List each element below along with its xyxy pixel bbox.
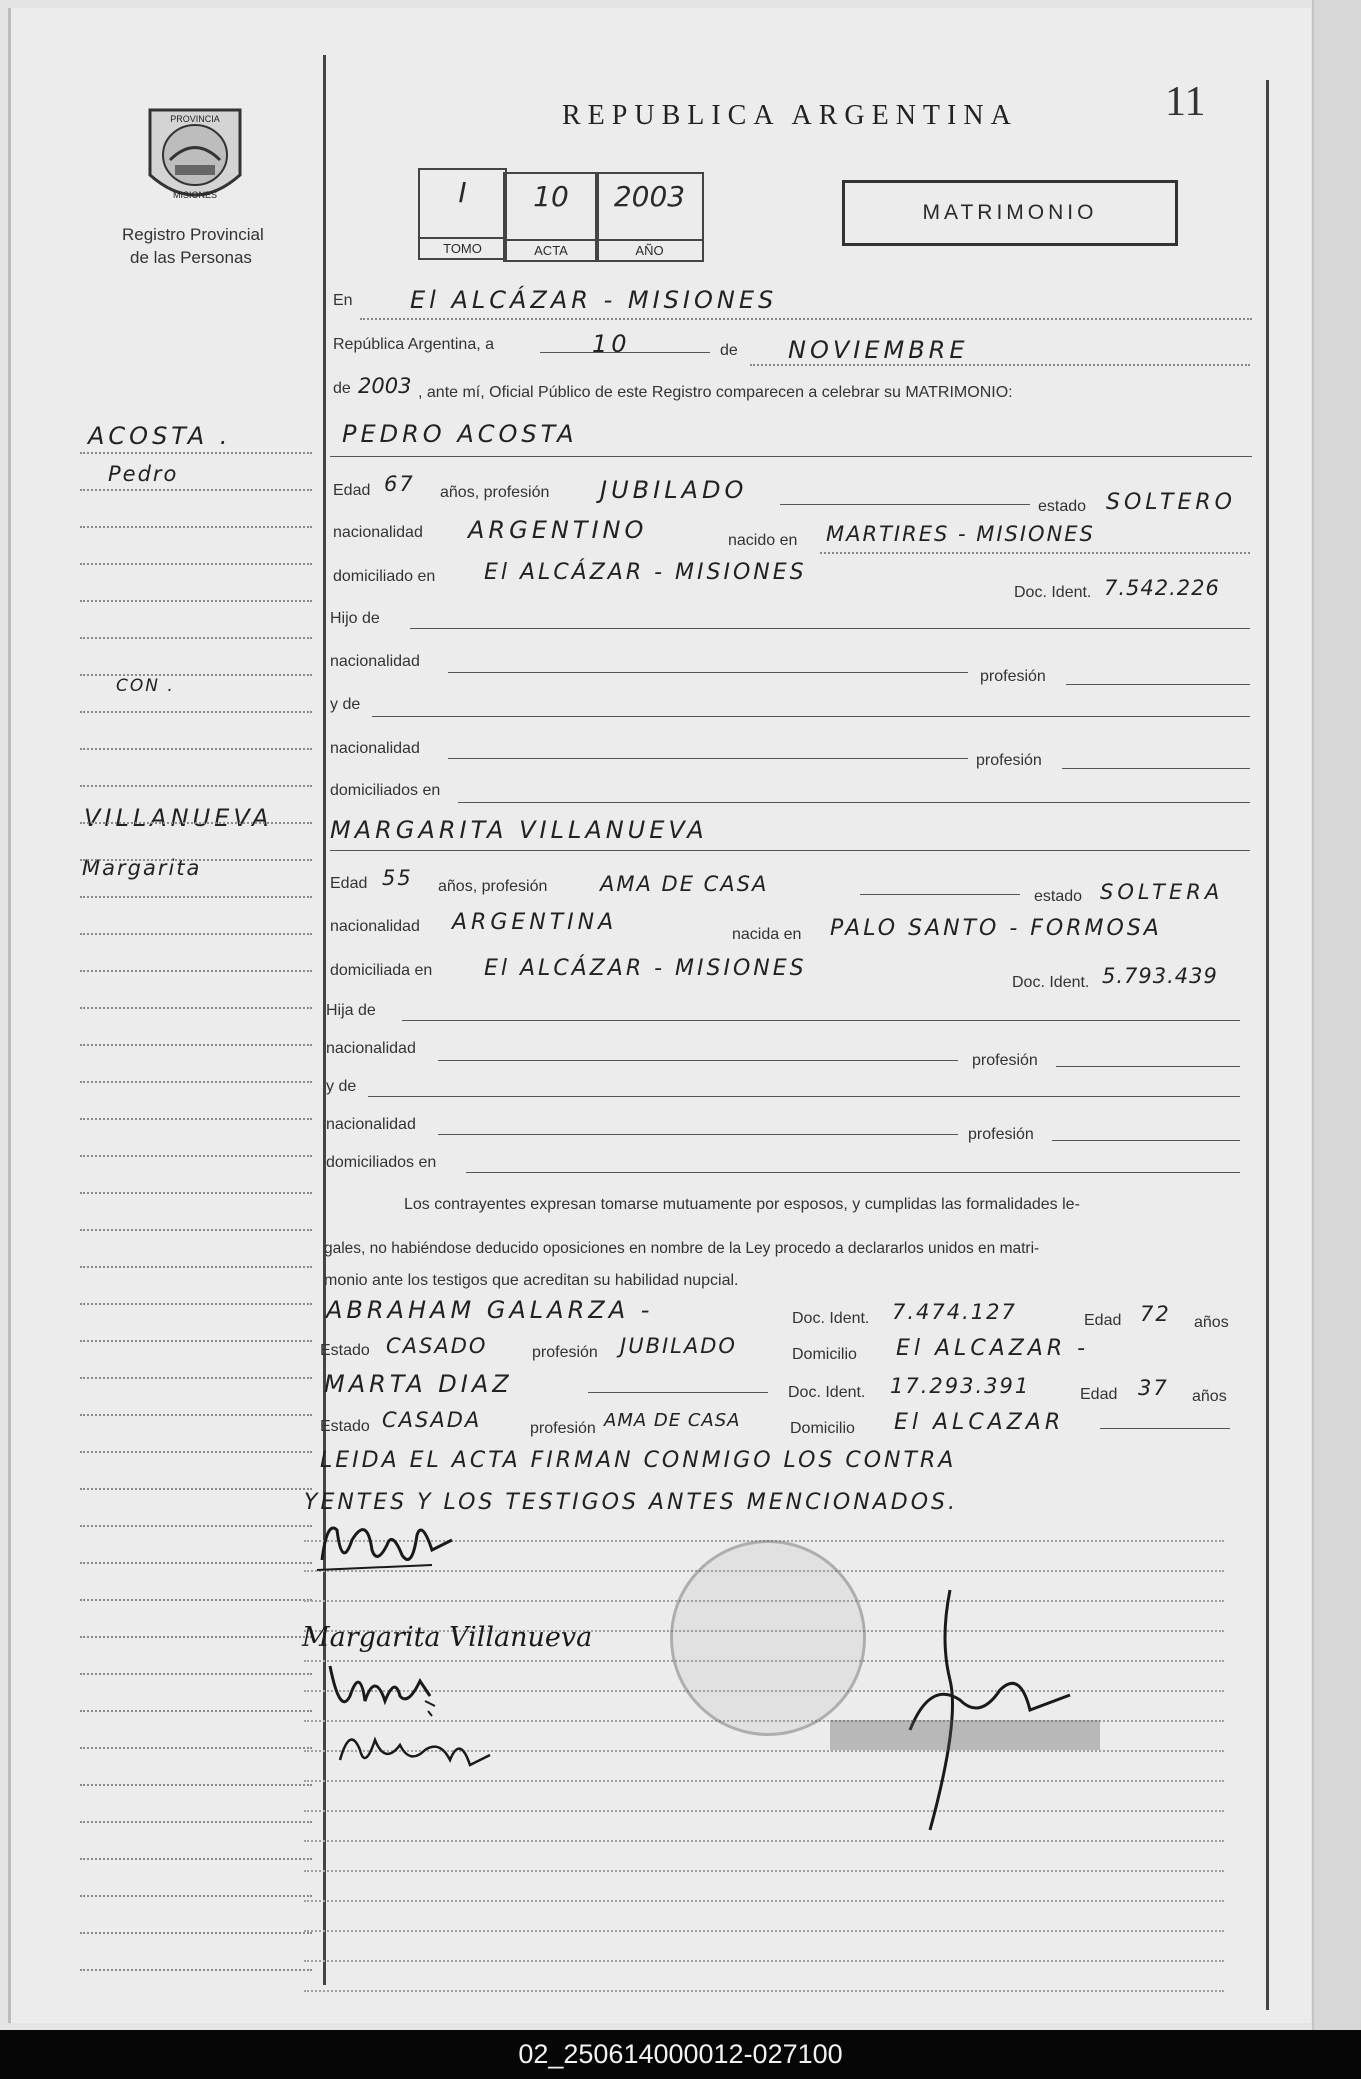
bride-nac2-label: nacionalidad (326, 1040, 416, 1057)
marriage-year: 2003 (358, 374, 412, 398)
declaration-line3: monio ante los testigos que acreditan su habilidad nupcial. (324, 1272, 739, 1289)
margin-ruled-line (80, 1525, 312, 1527)
margin-ruled-line (80, 933, 312, 935)
signature-ruled-line (304, 1990, 1224, 1992)
margin-ruled-line (80, 1710, 312, 1712)
bride-nac3-label: nacionalidad (326, 1116, 416, 1133)
margin-ruled-line (80, 1932, 312, 1934)
margin-ruled-line (80, 970, 312, 972)
margin-ruled-line (80, 1969, 312, 1971)
groom-prof2-line (1066, 684, 1250, 685)
groom-nac3-line (448, 758, 968, 759)
bride-prof-line (860, 894, 1020, 895)
bride-prof3-line (1052, 1140, 1240, 1141)
margin-con: CON . (116, 676, 175, 696)
margin-ruled-line (80, 1192, 312, 1194)
bride-dom-label: domiciliada en (330, 962, 433, 979)
official-signature (890, 1580, 1090, 1840)
right-margin-rule (1266, 80, 1269, 2010)
marriage-place: El ALCÁZAR - MISIONES (410, 286, 778, 314)
groom-nac-label: nacionalidad (333, 524, 423, 541)
margin-ruled-line (80, 1266, 312, 1268)
marriage-month: NOVIEMBRE (788, 336, 969, 364)
margin-ruled-line (80, 563, 312, 565)
witness2-estado: CASADA (382, 1408, 482, 1432)
witness2-anos-label: años (1192, 1388, 1227, 1405)
signature-ruled-line (304, 1870, 1224, 1872)
witness2-domicile: El ALCAZAR (894, 1410, 1065, 1435)
bride-signature: Margarita Villanueva (302, 1622, 593, 1653)
margin-ruled-line (80, 1673, 312, 1675)
witness1-signature (320, 1656, 460, 1721)
closing-line1: LEIDA EL ACTA FIRMAN CONMIGO LOS CONTRA (320, 1448, 957, 1473)
bride-nacida-label: nacida en (732, 926, 802, 943)
margin-ruled-line (80, 785, 312, 787)
margin-ruled-line (80, 1784, 312, 1786)
groom-doms-label: domiciliados en (330, 782, 441, 799)
groom-nacido-label: nacido en (728, 532, 798, 549)
groom-doc: 7.542.226 (1104, 576, 1220, 600)
witness2-signature (330, 1720, 500, 1780)
signature-ruled-line (304, 1840, 1224, 1842)
bride-nationality: ARGENTINA (452, 910, 618, 935)
margin-ruled-line (80, 1303, 312, 1305)
witness1-anos-label: años (1194, 1314, 1229, 1331)
margin-ruled-line (80, 1414, 312, 1416)
witness1-domicile: El ALCAZAR - (896, 1336, 1090, 1361)
groom-nac2-line (448, 672, 968, 673)
margin-groom-name: Pedro (108, 462, 179, 486)
matrimonio-box (842, 180, 1178, 246)
svg-text:MISIONES: MISIONES (172, 190, 218, 200)
bride-prof2-label: profesión (968, 1126, 1034, 1143)
bride-estado-label: estado (1034, 888, 1083, 905)
margin-ruled-line (80, 1821, 312, 1823)
declaration-line2: gales, no habiéndose deducido oposiciones en nombre de la Ley procedo a declararlos unidos en matri- (324, 1240, 1040, 1257)
en-label: En (333, 292, 353, 309)
marriage-day: 10 (592, 330, 631, 358)
tomo-cell: I TOMO (418, 168, 507, 260)
margin-ruled-line (80, 748, 312, 750)
groom-anos-prof-label: años, profesión (440, 484, 550, 501)
bride-anos-prof-label: años, profesión (438, 878, 548, 895)
bride-yde-line (368, 1096, 1240, 1097)
margin-ruled-line (80, 1858, 312, 1860)
margin-ruled-line (80, 526, 312, 528)
groom-yde-label: y de (330, 696, 361, 713)
groom-domicile: El ALCÁZAR - MISIONES (484, 560, 807, 585)
bride-prof-label: profesión (972, 1052, 1038, 1069)
official-stamp-text (830, 1720, 1100, 1750)
signature-ruled-line (304, 1930, 1224, 1932)
margin-ruled-line (80, 711, 312, 713)
witness1-age: 72 (1140, 1302, 1171, 1326)
bride-profession: AMA DE CASA (600, 872, 769, 896)
groom-full-name: PEDRO ACOSTA (342, 420, 578, 448)
bride-nac-label: nacionalidad (330, 918, 420, 935)
bride-doc: 5.793.439 (1102, 964, 1218, 988)
bride-estado: SOLTERA (1100, 880, 1224, 904)
groom-hijo-label: Hijo de (330, 610, 380, 627)
witness1-doc-label: Doc. Ident. (792, 1310, 870, 1327)
country-title: REPUBLICA ARGENTINA (562, 100, 1018, 131)
bride-yde-label: y de (326, 1078, 357, 1095)
witness2-name-line (588, 1392, 768, 1393)
groom-prof-line (780, 504, 1030, 505)
signature-ruled-line (304, 1960, 1224, 1962)
bride-nac2-line (438, 1060, 958, 1061)
republica-label: República Argentina, a (333, 336, 494, 353)
witness2-dom-line (1100, 1428, 1230, 1429)
margin-ruled-line (80, 1377, 312, 1379)
groom-birthplace: MARTIRES - MISIONES (826, 522, 1095, 546)
official-stamp (670, 1540, 866, 1736)
bride-edad-label: Edad (330, 875, 368, 892)
bride-age: 55 (382, 866, 413, 890)
signature-ruled-line (304, 1900, 1224, 1902)
margin-groom-surname: ACOSTA . (88, 422, 232, 450)
acta-cell: 10 ACTA (503, 172, 599, 262)
margin-ruled-line (80, 1451, 312, 1453)
margin-ruled-line (80, 600, 312, 602)
closing-line2: YENTES Y LOS TESTIGOS ANTES MENCIONADOS. (304, 1490, 958, 1515)
witness1-edad-label: Edad (1084, 1312, 1122, 1329)
margin-ruled-line (80, 1488, 312, 1490)
bride-birthplace: PALO SANTO - FORMOSA (830, 916, 1162, 941)
groom-nationality: ARGENTINO (468, 516, 648, 544)
witness1-name: ABRAHAM GALARZA - (326, 1296, 654, 1324)
margin-ruled-line (80, 489, 312, 491)
de2-label: de (333, 380, 351, 397)
margin-ruled-line (80, 1636, 312, 1638)
groom-hijo-line (410, 628, 1250, 629)
witness1-estado-label: Estado (320, 1342, 370, 1359)
margin-ruled-line (80, 859, 312, 861)
groom-prof-label: profesión (980, 668, 1046, 685)
witness2-age: 37 (1138, 1376, 1169, 1400)
witness1-profession: JUBILADO (620, 1334, 737, 1358)
groom-birth-line (820, 552, 1250, 554)
margin-ruled-line (80, 1747, 312, 1749)
margin-ruled-line (80, 452, 312, 454)
bride-doms-label: domiciliados en (326, 1154, 437, 1171)
witness2-estado-label: Estado (320, 1418, 370, 1435)
margin-ruled-line (80, 1118, 312, 1120)
witness1-estado: CASADO (386, 1334, 488, 1358)
page-number: 11 (1165, 79, 1206, 125)
groom-estado: SOLTERO (1106, 490, 1236, 515)
witness2-doc-label: Doc. Ident. (788, 1384, 866, 1401)
groom-age: 67 (384, 472, 415, 496)
provincial-seal-icon (140, 100, 250, 215)
bride-doc-label: Doc. Ident. (1012, 974, 1090, 991)
bride-name-line (330, 850, 1250, 851)
barcode-caption: 02_250614000012-027100 (0, 2030, 1361, 2079)
margin-ruled-line (80, 896, 312, 898)
margin-ruled-line (80, 1340, 312, 1342)
margin-ruled-line (80, 1229, 312, 1231)
groom-dom-label: domiciliado en (333, 568, 436, 585)
witness2-prof-label: profesión (530, 1420, 596, 1437)
margin-ruled-line (80, 1081, 312, 1083)
doc-type-label: MATRIMONIO (922, 201, 1098, 224)
witness1-doc: 7.474.127 (892, 1300, 1017, 1324)
groom-signature (312, 1510, 462, 1585)
groom-yde-line (372, 716, 1250, 717)
margin-ruled-line (80, 674, 312, 676)
groom-name-line (330, 456, 1252, 457)
margin-ruled-line (80, 822, 312, 824)
groom-prof2-label: profesión (976, 752, 1042, 769)
bride-prof2-line (1056, 1066, 1240, 1067)
registry-name-line1: Registro Provincial (122, 225, 264, 244)
witness2-edad-label: Edad (1080, 1386, 1118, 1403)
bride-doms-line (466, 1172, 1240, 1173)
groom-doc-label: Doc. Ident. (1014, 584, 1092, 601)
margin-ruled-line (80, 1599, 312, 1601)
margin-bride-surname: VILLANUEVA (84, 804, 273, 832)
witness2-doc: 17.293.391 (890, 1374, 1031, 1398)
margin-ruled-line (80, 1155, 312, 1157)
bride-domicile: El ALCÁZAR - MISIONES (484, 956, 807, 981)
anio-cell: 2003 AÑO (595, 172, 704, 262)
groom-profession: JUBILADO (600, 476, 748, 504)
page-edge (1312, 0, 1361, 2030)
ante-text: , ante mí, Oficial Público de este Registro comparecen a celebrar su MATRIMONIO: (418, 384, 1013, 401)
registry-name-line2: de las Personas (130, 248, 252, 267)
day-line (540, 352, 710, 353)
declaration-line1: Los contrayentes expresan tomarse mutuamente por esposos, y cumplidas las formalidades le- (404, 1196, 1080, 1213)
groom-estado-label: estado (1038, 498, 1087, 515)
bride-full-name: MARGARITA VILLANUEVA (330, 816, 708, 844)
witness1-prof-label: profesión (532, 1344, 598, 1361)
groom-prof3-line (1062, 768, 1250, 769)
groom-nac2-label: nacionalidad (330, 653, 420, 670)
witness2-profession: AMA DE CASA (604, 1410, 741, 1431)
svg-text:PROVINCIA: PROVINCIA (170, 114, 220, 124)
margin-ruled-line (80, 1044, 312, 1046)
margin-ruled-line (80, 1007, 312, 1009)
groom-doms-line (458, 802, 1250, 803)
bride-hija-line (402, 1020, 1240, 1021)
groom-nac3-label: nacionalidad (330, 740, 420, 757)
margin-ruled-line (80, 1895, 312, 1897)
bride-hija-label: Hija de (326, 1002, 376, 1019)
witness2-name: MARTA DIAZ (324, 1370, 513, 1398)
margin-ruled-line (80, 637, 312, 639)
witness1-dom-label: Domicilio (792, 1346, 857, 1363)
margin-ruled-line (80, 1562, 312, 1564)
month-line (750, 364, 1250, 366)
witness2-dom-label: Domicilio (790, 1420, 855, 1437)
margin-bride-name: Margarita (82, 856, 202, 880)
bride-nac3-line (438, 1134, 958, 1135)
de-label: de (720, 342, 738, 359)
groom-edad-label: Edad (333, 482, 371, 499)
place-line (360, 318, 1252, 320)
